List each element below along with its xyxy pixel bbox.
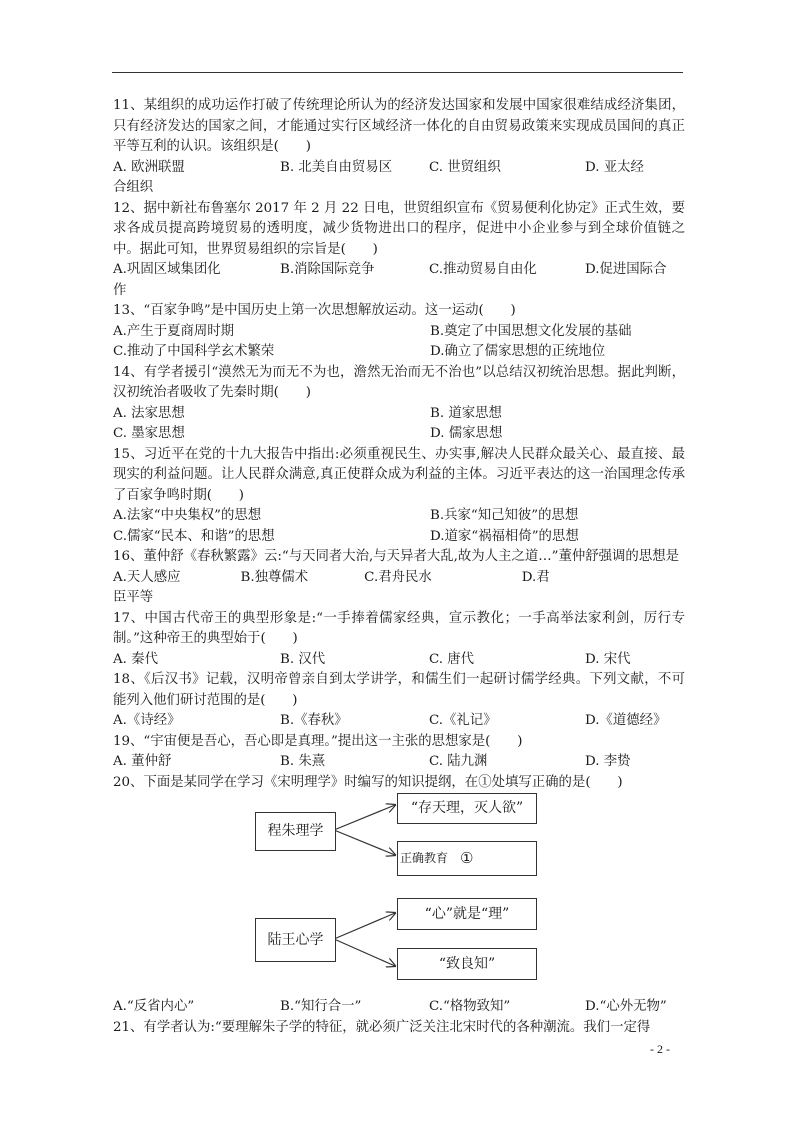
arrow-upper-top (334, 805, 395, 830)
option-b[interactable]: B.消除国际竞争 (280, 262, 375, 277)
box-blank-1-prefix: 正确教育 (400, 851, 449, 866)
option-d[interactable]: D. 李贽 (585, 754, 631, 769)
question-17-options (113, 650, 685, 671)
arrow-lower-top (334, 913, 395, 939)
option-a[interactable]: A.巩固区域集团化 (113, 262, 221, 277)
option-d-continuation: 臣平等 (113, 590, 154, 605)
box-lu-wang (255, 918, 336, 962)
knowledge-outline-diagram (113, 793, 685, 997)
box-lu-wang-label: 陆王心学 (267, 931, 324, 948)
option-b[interactable]: B. 朱熹 (280, 754, 326, 769)
question-18-stem: 18、《后汉书》记载，汉明帝曾亲自到太学讲学，和儒生们一起研讨儒学经典。下列文献，不可能列入他们研讨范围的是( ) (113, 672, 685, 708)
option-d[interactable]: D.道家“祸福相倚”的思想 (430, 528, 579, 544)
box-liangzhi-label: “致良知” (438, 955, 496, 972)
box-xin-li-label: “心”就是“理” (424, 905, 510, 922)
option-d[interactable]: D.君 (521, 569, 550, 585)
option-a[interactable]: A.天人感应 (113, 569, 181, 585)
option-b[interactable]: B. 道家思想 (430, 405, 502, 421)
box-xin-li (397, 898, 537, 930)
option-c[interactable]: C. 陆九渊 (429, 754, 488, 769)
option-c[interactable]: C.推动贸易自由化 (429, 262, 537, 277)
option-c[interactable]: C. 唐代 (429, 651, 475, 667)
option-b[interactable]: B.独尊儒术 (240, 569, 309, 585)
box-tianli (397, 793, 537, 824)
option-d[interactable]: D.《道德经》 (585, 713, 667, 728)
option-a[interactable]: A. 欧洲联盟 (113, 159, 185, 175)
option-a[interactable]: A.法家“中央集权”的思想 (113, 508, 262, 523)
option-d[interactable]: D.确立了儒家思想的正统地位 (430, 344, 606, 359)
option-a[interactable]: A.“反省内心” (113, 999, 195, 1014)
option-a[interactable]: A. 秦代 (113, 651, 158, 667)
option-a[interactable]: A. 董仲舒 (113, 754, 172, 769)
question-20-stem: 20、下面是某同学在学习《宋明理学》时编写的知识提纲，在①处填写正确的是( ) (113, 774, 623, 790)
option-d[interactable]: D.“心外无物” (585, 999, 667, 1014)
question-13-options (113, 322, 685, 363)
option-d-continuation: 作 (113, 282, 127, 298)
question-15-options (113, 506, 685, 547)
question-17-stem: 17、中国古代帝王的典型形象是:“一手捧着儒家经典，宣示教化；一手高举法家利剑，厉行专制。”这种帝王的典型始于( ) (113, 610, 685, 646)
question-12-options (113, 260, 685, 281)
question-16-stem (113, 547, 685, 588)
question-13-stem: 13、“百家争鸣”是中国历史上第一次思想解放运动。这一运动( ) (113, 303, 516, 318)
question-11-stem: 11、某组织的成功运作打破了传统理论所认为的经济发达国家和发展中国家很难结成经济集团，只有经济发达的国家之间，才能通过实行区域经济一体化的自由贸易政策来实现成员国间的真正平等互利的认识。该组织是( ) (113, 98, 685, 154)
question-12-stem: 12、据中新社布鲁塞尔 2017 年 2 月 22 日电，世贸组织宣布《贸易便利化协定》正式生效，要求各成员提高跨境贸易的透明度，减少货物进出口的程序，促进中小企业参与到全球价值链之中。据此可知，世界贸易组织的宗旨是( ) (113, 200, 685, 257)
option-b[interactable]: B. 汉代 (280, 651, 326, 667)
arrow-lower-bottom (334, 939, 395, 966)
box-cheng-zhu-label: 程朱理学 (267, 823, 324, 840)
option-c[interactable]: C. 世贸组织 (429, 159, 501, 175)
option-d[interactable]: D.促进国际合 (585, 262, 667, 277)
option-b[interactable]: B.“知行合一” (280, 999, 362, 1014)
option-c[interactable]: C.“格物致知” (429, 999, 511, 1014)
option-c[interactable]: C. 墨家思想 (113, 426, 185, 441)
option-c[interactable]: C.《礼记》 (429, 713, 497, 728)
option-b[interactable]: B.奠定了中国思想文化发展的基础 (430, 323, 632, 339)
question-18-options (113, 711, 685, 732)
question-list (113, 96, 685, 1038)
question-21-stem: 21、有学者认为:“要理解朱子学的特征，就必须广泛关注北宋时代的各种潮流。我们一定得 (113, 1019, 651, 1035)
option-b[interactable]: B.兵家“知己知彼”的思想 (430, 508, 579, 523)
option-b[interactable]: B.《春秋》 (280, 713, 348, 728)
arrow-upper-bottom (334, 830, 395, 855)
box-cheng-zhu (255, 812, 336, 851)
question-15-stem: 15、习近平在党的十九大报告中指出:必须重视民生、办实事,解决人民群众最关心、最直接、最现实的利益问题。让人民群众满意,真正使群众成为利益的主体。习近平表达的这一治国理念传承了百家争鸣时期( ) (113, 446, 685, 503)
box-liangzhi (397, 948, 537, 980)
box-tianli-label: “存天理，灭人欲” (410, 800, 524, 817)
page-number: - 2 - (650, 1042, 670, 1056)
option-c[interactable]: C.推动了中国科学玄术繁荣 (113, 344, 275, 359)
question-11-options (113, 158, 685, 179)
option-a[interactable]: A.《诗经》 (113, 713, 181, 728)
question-16-stem-text: 16、董仲舒《春秋繁露》云:“与天同者大治,与天异者大乱,故为人主之道…”董仲舒强调的思想是 (113, 549, 679, 564)
option-d[interactable]: D. 宋代 (585, 651, 631, 667)
question-14-stem: 14、有学者援引“漠然无为而无不为也，澹然无治而无不治也”以总结汉初统治思想。据此判断，汉初统治者吸收了先秦时期( ) (113, 364, 685, 400)
option-d[interactable]: D. 儒家思想 (430, 426, 503, 441)
option-d-continuation: 合组织 (113, 180, 154, 195)
option-c[interactable]: C.君舟民水 (364, 569, 432, 585)
option-a[interactable]: A. 法家思想 (113, 405, 185, 421)
question-19-options (113, 752, 685, 773)
box-blank-1 (397, 841, 537, 876)
question-14-options (113, 404, 685, 445)
question-20-options (113, 997, 685, 1018)
option-c[interactable]: C.儒家“民本、和谐”的思想 (113, 528, 275, 544)
option-d[interactable]: D. 亚太经 (585, 159, 644, 175)
question-19-stem: 19、“宇宙便是吾心，吾心即是真理。”提出这一主张的思想家是( ) (113, 733, 523, 749)
option-b[interactable]: B. 北美自由贸易区 (280, 159, 393, 175)
header-rule (112, 72, 683, 73)
option-a[interactable]: A.产生于夏商周时期 (113, 323, 235, 339)
blank-marker-1: ① (460, 849, 474, 868)
